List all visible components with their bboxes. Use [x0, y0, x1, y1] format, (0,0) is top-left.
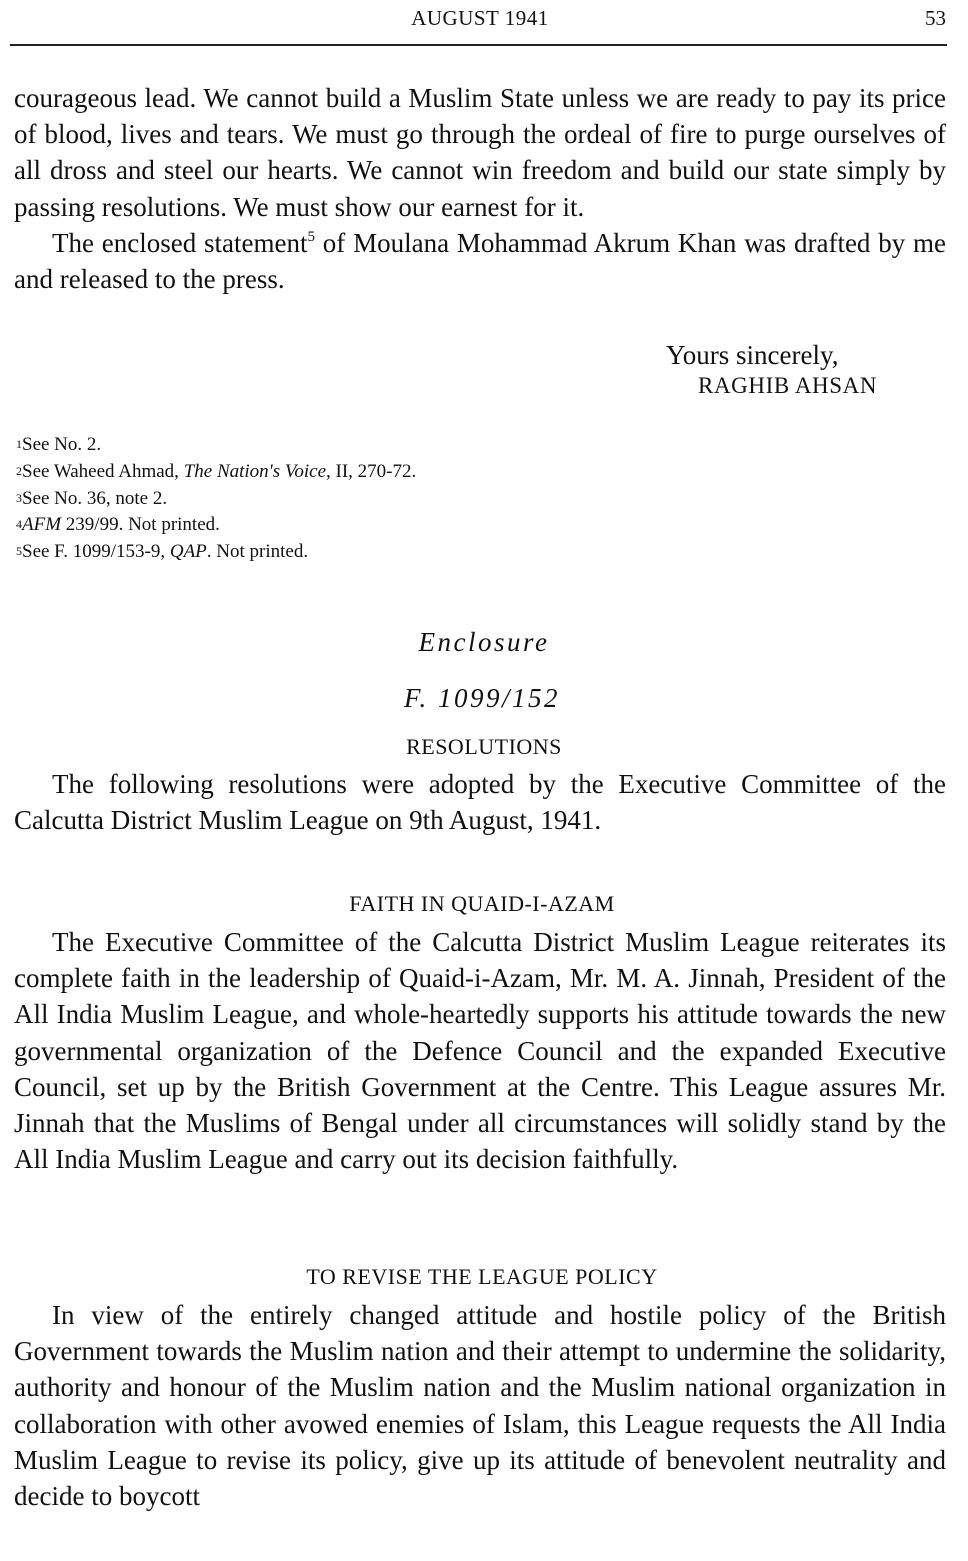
header-rule [10, 44, 947, 46]
signature: RAGHIB AHSAN [698, 373, 878, 398]
footnote-number: 2 [16, 463, 22, 478]
text-line: resolutions. We must show our earnest for it. [101, 191, 585, 222]
intro-paragraph: The following resolutions were adopted by the Executive Committee of the Calcutta District Muslim League on 9th August, 1941. [14, 769, 946, 836]
running-title: AUGUST 1941 [411, 6, 549, 30]
text-line: the ordeal of fire to purge ourselves of all dross and steel our hearts. [14, 119, 947, 186]
faith-resolution [14, 924, 946, 1177]
text-line: ready to pay its price of blood, lives and tears. We must go through [14, 83, 947, 150]
letter-paragraph-1 [14, 80, 946, 225]
footnote-text: See Waheed Ahmad, [22, 460, 184, 482]
page-number: 53 [925, 6, 946, 30]
footnote-number: 4 [16, 517, 22, 532]
paragraph-text: The enclosed statement [52, 227, 308, 258]
footnote-3 [16, 486, 416, 513]
revise-resolution [14, 1297, 946, 1514]
resolutions-heading: RESOLUTIONS [406, 734, 562, 759]
resolutions-intro [14, 766, 946, 838]
footnote-1 [16, 432, 416, 459]
faith-paragraph: The Executive Committee of the Calcutta District Muslim League reiterates its complete faith in the leadership of Quaid-i-Azam, Mr. M. A. Jinnah, President of the All India Muslim League, and whole-heartedly supports his attitude towards the new governmental organization of the Defence Council and the expanded Executive Council, set up by the British Government at the Centre. This League assures Mr. Jinnah that the Muslims of Bengal under all circumstances will solidly stand by the All India Muslim League and carry out its decision faithfully. [14, 927, 946, 1175]
text-line: courageous lead. We cannot build a Muslim State unless we are [14, 83, 709, 113]
footnote-5 [16, 539, 416, 566]
closing-line: Yours sincerely, [666, 340, 839, 370]
footnote-text: . Not printed. [206, 541, 309, 563]
footnote-text: See F. 1099/153-9, [22, 541, 170, 563]
section-heading-revise: TO REVISE THE LEAGUE POLICY [306, 1264, 658, 1289]
paragraph-text: of Moulana Mohammad Akrum Khan was drafted by me and released to the press. [14, 227, 947, 295]
footnote-italic: AFM [22, 514, 62, 536]
letter-paragraph-2 [14, 225, 946, 297]
footnote-text: See No. 36, note 2. [22, 487, 168, 509]
footnotes [16, 432, 416, 566]
footnote-italic: The Nation's Voice, [183, 460, 331, 482]
text-line: We cannot win freedom and build our state simply by passing [14, 155, 947, 222]
footnote-text: II, 270-72. [330, 460, 417, 482]
footnote-number: 5 [16, 544, 22, 559]
footnote-number: 3 [16, 490, 22, 505]
enclosure-label: Enclosure [418, 627, 550, 657]
file-reference: F. 1099/152 [403, 683, 560, 713]
footnote-text: See No. 2. [22, 434, 102, 455]
footnote-4 [16, 512, 416, 539]
footnote-number: 1 [16, 437, 22, 451]
footnote-2 [16, 459, 416, 486]
running-header [14, 4, 946, 34]
footnote-text: 239/99. Not printed. [61, 514, 220, 536]
section-heading-faith: FAITH IN QUAID-I-AZAM [349, 891, 615, 916]
footnote-marker: 5 [307, 228, 315, 245]
revise-paragraph: In view of the entirely changed attitude and hostile policy of the British Government towards the Muslim nation and their attempt to undermine the solidarity, authority and honour of the Muslim nation and the Muslim national organization in collaboration with other avowed enemies of Islam, this League requests the All India Muslim League to revise its policy, give up its attitude of benevolent neutrality and decide to boycott [14, 1300, 946, 1512]
footnote-italic: QAP [169, 541, 207, 563]
letter-continuation [14, 80, 946, 297]
